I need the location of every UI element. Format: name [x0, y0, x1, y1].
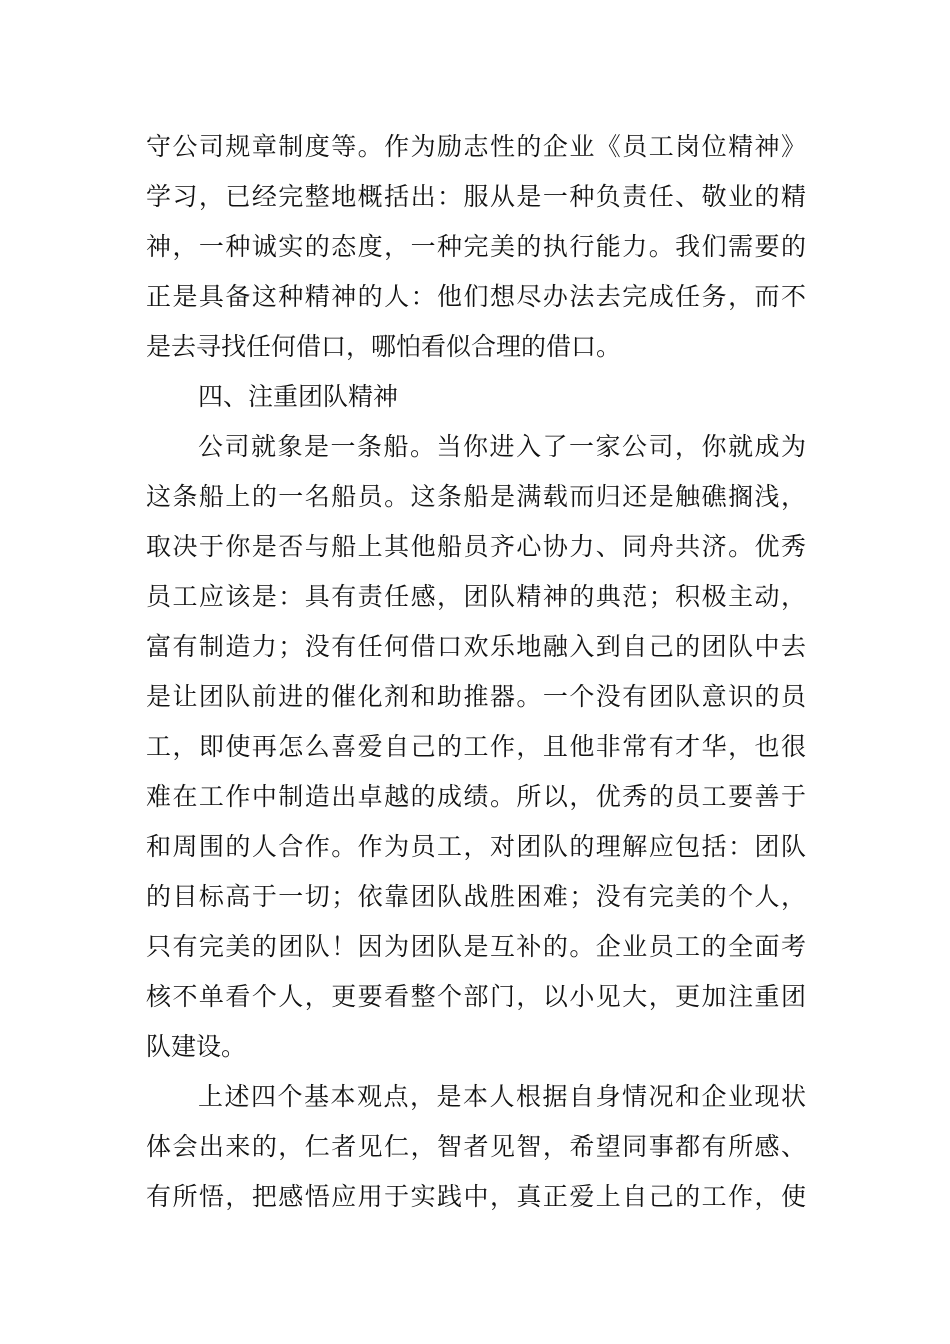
text-line: 这条船上的一名船员。这条船是满载而归还是触礁搁浅， — [146, 482, 806, 511]
text-line: 正是具备这种精神的人：他们想尽办法去完成任务，而不 — [146, 282, 806, 311]
text-line: 守公司规章制度等。作为励志性的企业《员工岗位精神》 — [146, 132, 806, 161]
text-line: 上述四个基本观点，是本人根据自身情况和企业现状 — [198, 1082, 806, 1111]
text-line: 有所悟，把感悟应用于实践中，真正爱上自己的工作，使 — [146, 1182, 806, 1211]
text-line: 富有制造力；没有任何借口欢乐地融入到自己的团队中去 — [146, 632, 806, 661]
text-line: 核不单看个人，更要看整个部门，以小见大，更加注重团 — [146, 982, 806, 1011]
text-line: 取决于你是否与船上其他船员齐心协力、同舟共济。优秀 — [146, 532, 806, 561]
text-line: 难在工作中制造出卓越的成绩。所以，优秀的员工要善于 — [146, 782, 806, 811]
text-line: 和周围的人合作。作为员工，对团队的理解应包括：团队 — [146, 832, 806, 861]
document-body-text — [146, 122, 806, 1222]
text-line: 只有完美的团队！因为团队是互补的。企业员工的全面考 — [146, 932, 806, 961]
text-line: 体会出来的，仁者见仁，智者见智，希望同事都有所感、 — [146, 1132, 806, 1161]
text-line: 公司就象是一条船。当你进入了一家公司，你就成为 — [198, 432, 806, 461]
text-line: 神，一种诚实的态度，一种完美的执行能力。我们需要的 — [146, 232, 806, 261]
text-line: 的目标高于一切；依靠团队战胜困难；没有完美的个人， — [146, 882, 806, 911]
text-line: 队建设。 — [146, 1032, 247, 1061]
text-line: 学习，已经完整地概括出：服从是一种负责任、敬业的精 — [146, 182, 806, 211]
text-line: 员工应该是：具有责任感，团队精神的典范；积极主动， — [146, 582, 806, 611]
text-line: 是让团队前进的催化剂和助推器。一个没有团队意识的员 — [146, 682, 806, 711]
section-heading: 四、注重团队精神 — [198, 382, 399, 411]
text-line: 工，即使再怎么喜爱自己的工作，且他非常有才华，也很 — [146, 732, 806, 761]
text-line: 是去寻找任何借口，哪怕看似合理的借口。 — [146, 332, 622, 361]
